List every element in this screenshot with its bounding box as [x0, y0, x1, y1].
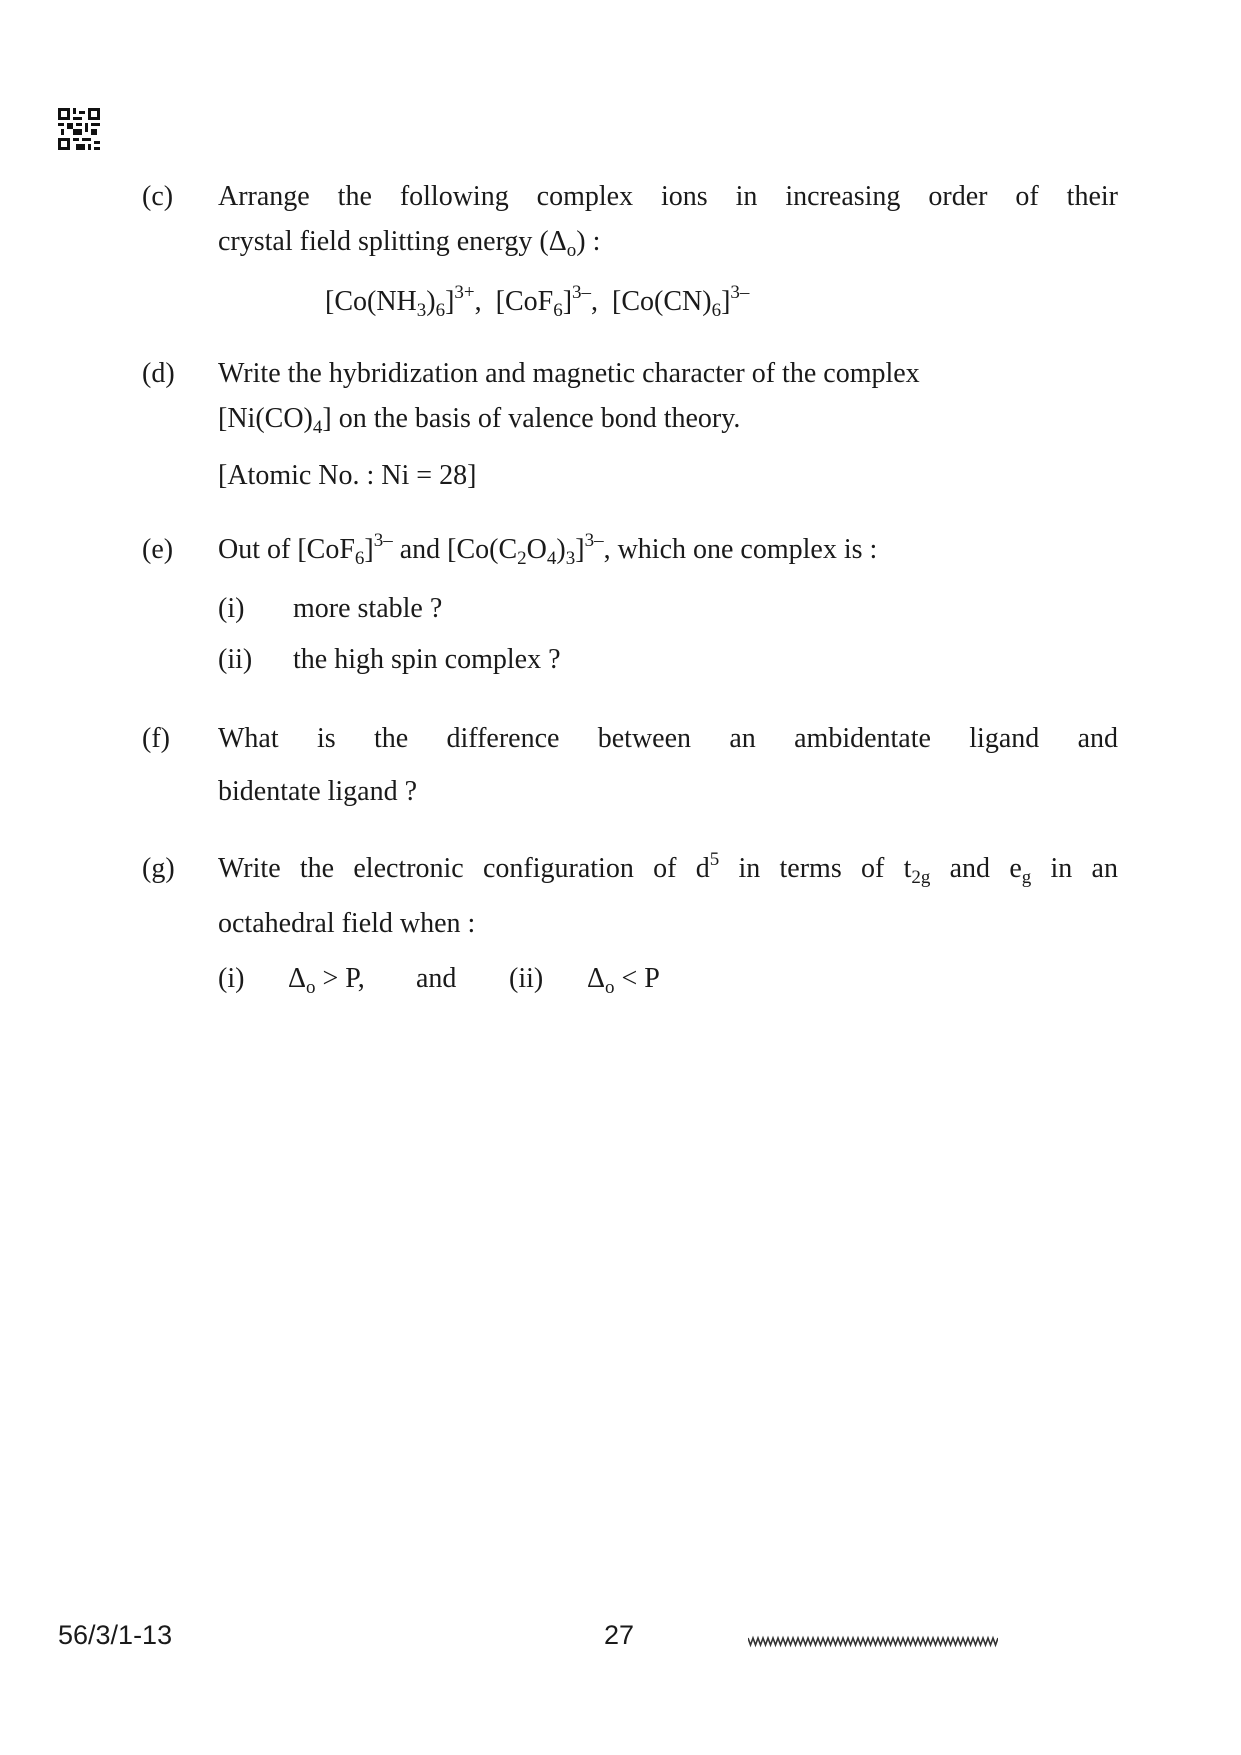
wavy-line-icon — [748, 1634, 998, 1648]
question-c-ions: $[Co(NH_3)_6]^{3+}$, $[CoF_6]^{3-}$, $[Co(CN)_6]^{3-}$ — [325, 282, 750, 321]
question-c-line2: crystal field splitting energy $(\Delta_o)$ : — [218, 226, 601, 261]
question-g-cond-ii-num: (ii) — [509, 963, 544, 994]
question-e-label: (e) — [142, 534, 174, 565]
question-g-line1: Write the electronic configuration of $d^5$ in terms of $t_{2g}$ and $e_g$ in an — [218, 849, 1118, 888]
question-e-item-1-text: more stable ? — [293, 593, 443, 624]
question-e-item-1-num: (i) — [218, 593, 245, 624]
question-g-cond-i: $\Delta_o > P$, — [288, 963, 365, 998]
question-g-label: (g) — [142, 853, 175, 884]
question-e-item-2-text: the high spin complex ? — [293, 644, 561, 675]
qr-code-icon — [58, 108, 100, 150]
question-d-label: (d) — [142, 358, 175, 389]
question-d-line2: $[Ni(CO)_4]$ on the basis of valence bond theory. — [218, 403, 741, 438]
question-g-cond-ii: $\Delta_o < P$ — [587, 963, 660, 998]
question-f-line2: bidentate ligand ? — [218, 776, 418, 807]
question-d-line1: Write the hybridization and magnetic character of the complex — [218, 358, 920, 389]
question-e-item-2-num: (ii) — [218, 644, 253, 675]
question-c-label: (c) — [142, 181, 174, 212]
question-g-cond-and: and — [416, 963, 457, 994]
question-d-note: [Atomic No. : Ni = 28] — [218, 460, 477, 491]
page-number: 27 — [604, 1620, 635, 1650]
question-f-line1: What is the difference between an ambidentate ligand and — [218, 723, 1118, 754]
paper-code: 56/3/1-13 — [58, 1620, 173, 1650]
question-g-line2: octahedral field when : — [218, 908, 476, 939]
question-e-text: Out of $[CoF_6]^{3-}$ and $[Co(C_2O_4)_3]^{3-}$, which one complex is : — [218, 530, 878, 569]
question-g-cond-i-num: (i) — [218, 963, 245, 994]
question-c-line1: Arrange the following complex ions in increasing order of their — [218, 181, 1118, 212]
question-f-label: (f) — [142, 723, 170, 754]
